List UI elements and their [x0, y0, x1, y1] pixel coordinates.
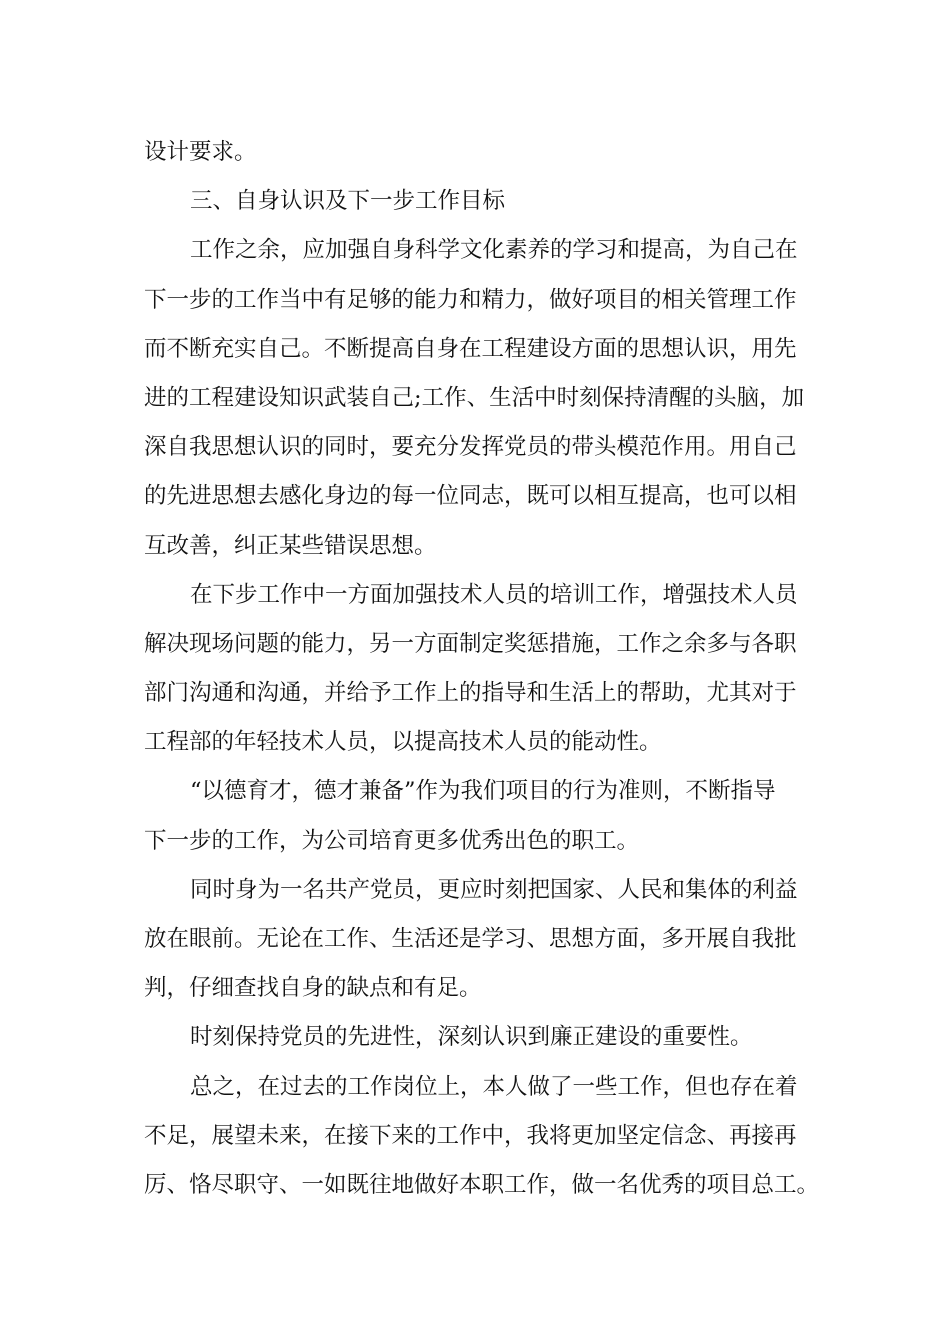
text-line: 工作之余，应加强自身科学文化素养的学习和提高，为自己在 [190, 237, 798, 264]
text-line: 互改善，纠正某些错误思想。 [144, 532, 437, 559]
text-line: 设计要求。 [144, 139, 257, 165]
text-line: 判，仔细查找自身的缺点和有足。 [144, 975, 482, 1002]
text-line: 放在眼前。无论在工作、生活还是学习、思想方面，多开展自我批 [144, 926, 797, 952]
text-line: 厉、恪尽职守、一如既往地做好本职工作，做一名优秀的项目总工。 [144, 1171, 820, 1198]
text-line: 在下步工作中一方面加强技术人员的培训工作，增强技术人员 [190, 581, 798, 608]
text-line: 下一步的工作，为公司培育更多优秀出色的职工。 [144, 827, 640, 854]
text-line: 解决现场问题的能力，另一方面制定奖惩措施，工作之余多与各职 [144, 630, 797, 657]
text-line: 的先进思想去感化身边的每一位同志，既可以相互提高，也可以相 [144, 483, 797, 510]
section-heading: 三、自身认识及下一步工作目标 [190, 188, 506, 215]
text-line: 深自我思想认识的同时，要充分发挥党员的带头模范作用。用自己 [144, 434, 797, 461]
text-line: 而不断充实自己。不断提高自身在工程建设方面的思想认识，用先 [144, 335, 797, 362]
text-line: 不足，展望未来，在接下来的工作中，我将更加坚定信念、再接再 [144, 1122, 797, 1149]
text-line: 部门沟通和沟通，并给予工作上的指导和生活上的帮助，尤其对于 [144, 680, 797, 707]
text-line: 时刻保持党员的先进性，深刻认识到廉正建设的重要性。 [190, 1024, 753, 1051]
text-line: 同时身为一名共产党员，更应时刻把国家、人民和集体的利益 [190, 876, 798, 903]
text-line: 下一步的工作当中有足够的能力和精力，做好项目的相关管理工作 [144, 286, 797, 313]
document-body [144, 128, 834, 1210]
text-line: “以德育才，德才兼备”作为我们项目的行为准则，不断指导 [190, 778, 776, 805]
text-line: 工程部的年轻技术人员，以提高技术人员的能动性。 [144, 729, 662, 756]
text-line: 总之，在过去的工作岗位上，本人做了一些工作，但也存在着 [190, 1073, 798, 1100]
text-line: 进的工程建设知识武装自己;工作、生活中时刻保持清醒的头脑，加 [144, 384, 805, 411]
